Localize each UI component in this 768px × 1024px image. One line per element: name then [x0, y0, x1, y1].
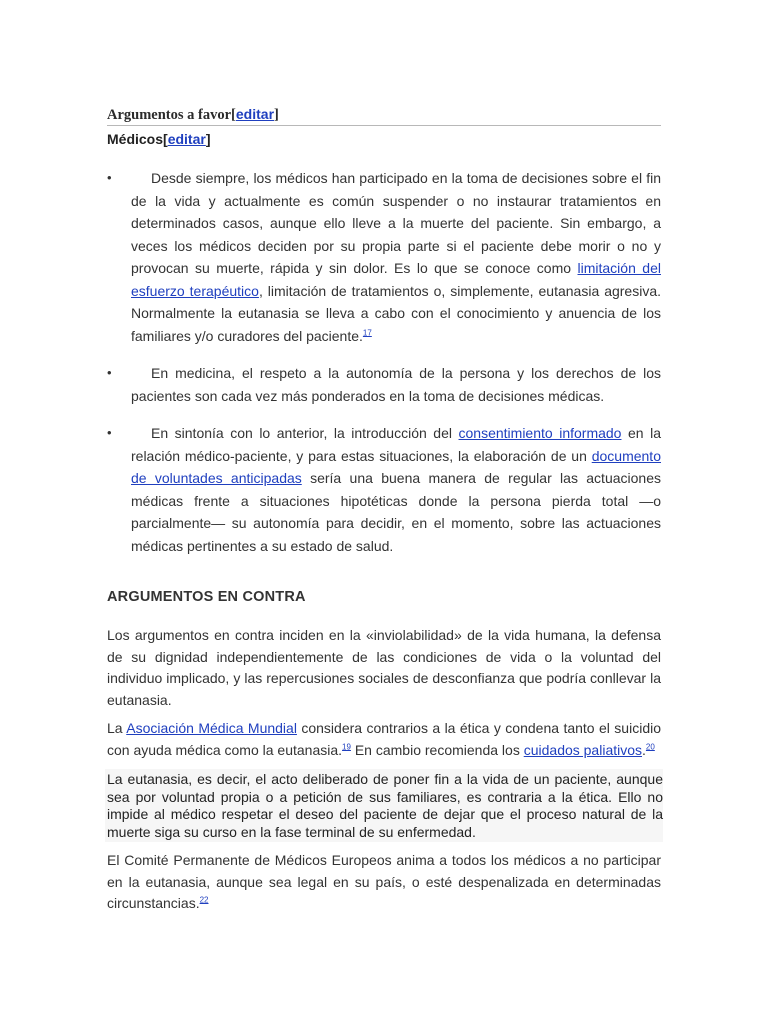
contra-paragraph-4	[107, 850, 661, 915]
paragraph-text: En medicina, el respeto a la autonomía de la persona y los derechos de los pacientes son cada vez más ponderados en la toma de decisiones médicas.	[131, 365, 661, 404]
reference-link[interactable]: 17	[362, 327, 372, 337]
edit-link[interactable]: editar	[167, 131, 206, 147]
edit-link[interactable]: editar	[235, 106, 275, 122]
cuidados-paliativos-link[interactable]: cuidados paliativos	[523, 741, 643, 758]
quote-block: La eutanasia, es decir, el acto deliberado de poner fin a la vida de un paciente, aunque sea por voluntad propia o a petición de sus familiares, es contraria a la ética. Ello no impide al médico respetar el deseo del paciente de dejar que el proceso natural de la muerte siga su curso en la fase terminal de su enfermedad.	[105, 769, 663, 842]
paragraph-text: en la relación médico-paciente, y para estas situaciones, la elaboración de un	[131, 425, 661, 464]
paragraph-text: La	[107, 720, 127, 736]
contra-paragraph-1: Los argumentos en contra inciden en la «inviolabilidad» de la vida humana, la defensa de su dignidad independientemente de las condiciones de vida o la voluntad del individuo implicado, y las repercusiones sociales de desconfianza que podría conllevar la eutanasia.	[107, 627, 661, 708]
paragraph-text: En cambio recomienda los	[350, 741, 524, 758]
subsection-heading	[107, 129, 661, 149]
paragraph-text: .	[642, 741, 646, 758]
bullet-list	[107, 167, 661, 557]
edit-bracket-close: ]	[274, 107, 279, 123]
documento-voluntades-link[interactable]: documento de voluntades anticipadas	[131, 447, 661, 486]
bullet-icon: •	[107, 170, 112, 185]
contra-heading: ARGUMENTOS EN CONTRA	[107, 589, 306, 605]
paragraph-text: En sintonía con lo anterior, la introducción del	[151, 425, 459, 441]
edit-bracket-close: ]	[205, 131, 211, 147]
consentimiento-informado-link[interactable]: consentimiento informado	[458, 425, 622, 441]
reference-link[interactable]: 19	[342, 741, 351, 751]
list-item	[107, 422, 661, 557]
paragraph-text: sería una buena manera de regular las actuaciones médicas frente a situaciones hipotéticas donde la persona pierda total —o parcialmente— su autonomía para decidir, en el momento, sobre las actuaciones médicas pertinentes a su estado de salud.	[131, 470, 661, 554]
subsection-heading-title: Médicos	[107, 131, 164, 147]
bullet-paragraph	[131, 167, 661, 347]
bullet-paragraph	[131, 362, 661, 407]
list-item	[107, 362, 661, 407]
asociacion-medica-link[interactable]: Asociación Médica Mundial	[126, 720, 297, 736]
paragraph-text: , limitación de tratamientos o, simplemente, eutanasia agresiva. Normalmente la eutanasia se lleva a cabo con el conocimiento y anuencia de los familiares y/o curadores del paciente.	[131, 282, 661, 344]
paragraph-text: considera contrarios a la ética y condena tanto el suicidio con ayuda médica como la eutanasia.	[107, 720, 662, 758]
bullet-icon: •	[107, 365, 112, 380]
reference-link[interactable]: 22	[199, 895, 209, 905]
edit-bracket-open: [	[163, 131, 168, 147]
contra-paragraph-2	[107, 718, 661, 761]
document-page	[107, 104, 661, 915]
reference-link[interactable]: 20	[645, 741, 655, 751]
section-heading	[107, 104, 661, 126]
paragraph-text: Desde siempre, los médicos han participado en la toma de decisiones sobre el fin de la vida y actualmente es común suspender o no instaurar tratamientos en determinados casos, aunque ello lleve a la muerte del paciente. Sin embargo, a veces los médicos deciden por su propia parte si el paciente debe morir o no y provocan su muerte, rápida y sin dolor. Es lo que se conoce como	[131, 170, 661, 276]
section-heading-title: Argumentos a favor	[107, 107, 232, 123]
bullet-icon: •	[107, 425, 112, 440]
bullet-paragraph	[131, 422, 661, 557]
limitacion-esfuerzo-link[interactable]: limitación del esfuerzo terapéutico	[131, 260, 661, 299]
paragraph-text: El Comité Permanente de Médicos Europeos anima a todos los médicos a no participar en la eutanasia, aunque sea legal en su país, o esté despenalizada en determinadas circunstancias.	[107, 852, 661, 911]
list-item	[107, 167, 661, 347]
edit-bracket-open: [	[231, 107, 236, 123]
